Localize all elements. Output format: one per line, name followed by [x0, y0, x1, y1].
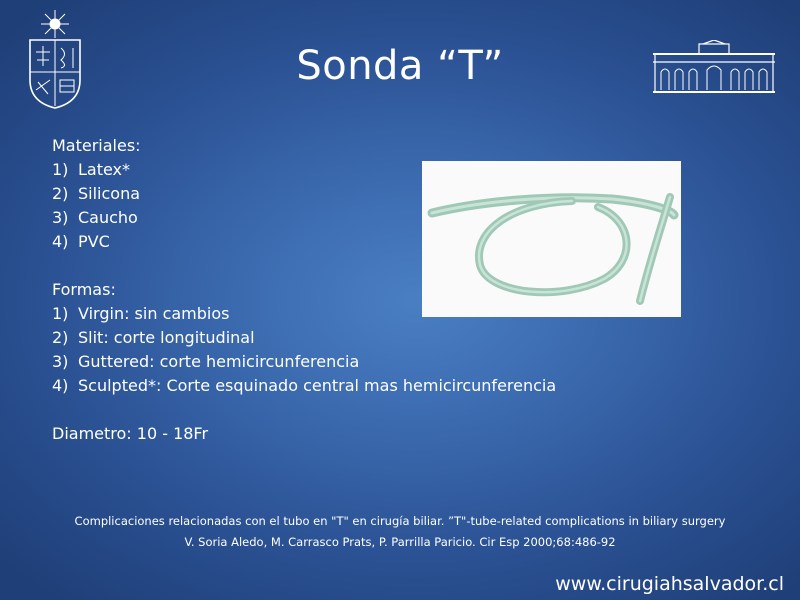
list-number: 1) — [52, 304, 69, 323]
list-number: 3) — [52, 352, 69, 371]
list-text: Slit: corte longitudinal — [78, 328, 255, 347]
forms-item — [52, 374, 612, 398]
t-tube-photo — [422, 161, 681, 317]
website-url: www.cirugiahsalvador.cl — [555, 573, 784, 595]
list-number: 3) — [52, 208, 69, 227]
forms-item — [52, 326, 612, 350]
reference-line-2: V. Soria Aledo, M. Carrasco Prats, P. Parrilla Paricio. Cir Esp 2000;68:486-92 — [184, 535, 616, 549]
forms-item — [52, 350, 612, 374]
list-text: Guttered: corte hemicircunferencia — [78, 352, 360, 371]
materials-heading: Materiales: — [52, 136, 141, 155]
list-number: 2) — [52, 184, 69, 203]
list-text: Virgin: sin cambios — [78, 304, 230, 323]
list-number: 4) — [52, 232, 69, 251]
reference-citation — [0, 511, 800, 553]
forms-heading: Formas: — [52, 280, 116, 299]
reference-line-1: Complicaciones relacionadas con el tubo en "T" en cirugía biliar. ”T"-tube-related complications in biliary surgery — [74, 514, 726, 528]
diameter-text: Diametro: 10 - 18Fr — [52, 424, 209, 443]
t-tube-illustration — [422, 161, 681, 317]
list-number: 4) — [52, 376, 69, 395]
slide-title: Sonda “T” — [296, 43, 504, 89]
list-text: Sculpted*: Corte esquinado central mas hemicircunferencia — [78, 376, 557, 395]
list-text: Latex* — [78, 160, 131, 179]
list-text: Silicona — [78, 184, 141, 203]
list-number: 2) — [52, 328, 69, 347]
list-text: PVC — [78, 232, 110, 251]
list-number: 1) — [52, 160, 69, 179]
list-text: Caucho — [78, 208, 138, 227]
